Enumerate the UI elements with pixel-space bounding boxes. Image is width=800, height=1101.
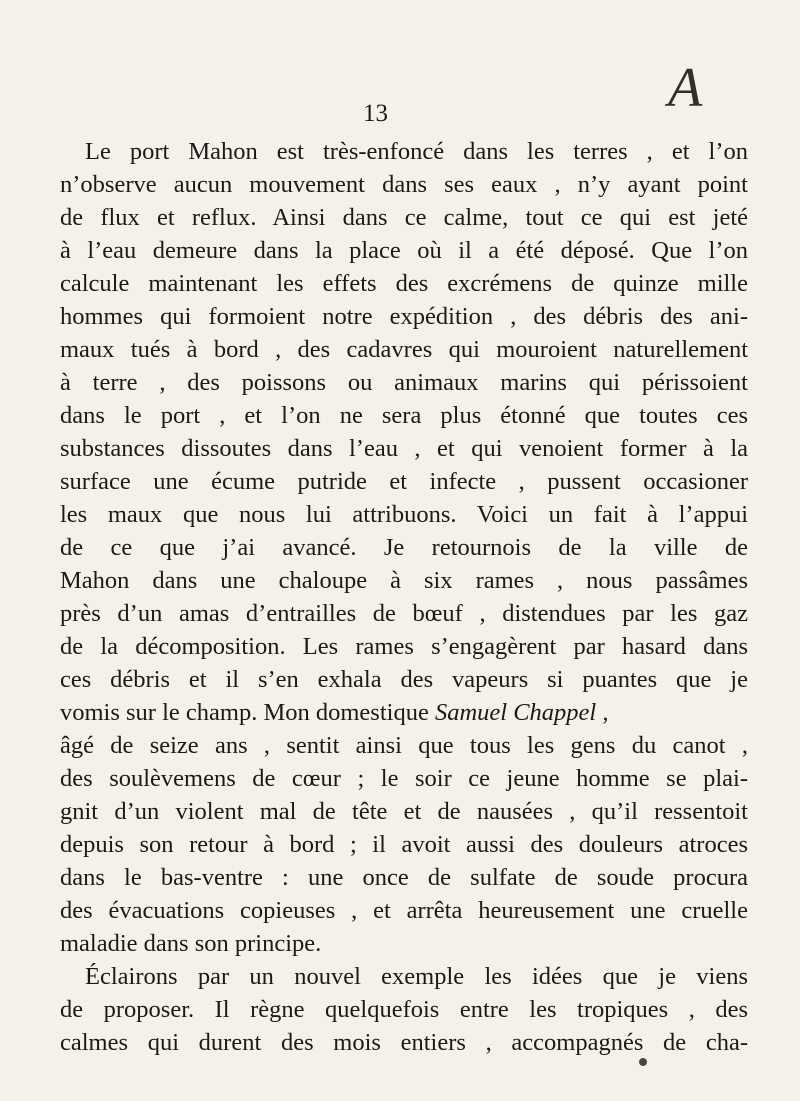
text-line: de flux et reflux. Ainsi dans ce calme, tout ce qui est jeté: [60, 204, 748, 231]
text-line: depuis son retour à bord ; il avoit aussi des douleurs atroces: [60, 831, 748, 858]
text-line: dans le port , et l’on ne sera plus étonné que toutes ces: [60, 402, 748, 429]
text-line: les maux que nous lui attribuons. Voici un fait à l’appui: [60, 501, 748, 528]
text-line: de proposer. Il règne quelquefois entre les tropiques , des: [60, 996, 748, 1023]
text-line: des soulèvemens de cœur ; le soir ce jeune homme se plai-: [60, 765, 748, 792]
text-line: à l’eau demeure dans la place où il a été déposé. Que l’on: [60, 237, 748, 264]
text-line: gnit d’un violent mal de tête et de nausées , qu’il ressentoit: [60, 798, 748, 825]
text-line: des évacuations copieuses , et arrêta heureusement une cruelle: [60, 897, 748, 924]
text-line: à terre , des poissons ou animaux marins qui périssoient: [60, 369, 748, 396]
italic-name: Samuel Chappel ,: [434, 699, 609, 726]
text-line: dans le bas-ventre : une once de sulfate de soude procura: [60, 864, 748, 891]
text-line: n’observe aucun mouvement dans ses eaux , n’y ayant point: [60, 171, 748, 198]
ink-spot: [639, 1058, 647, 1066]
text-line: maux tués à bord , des cadavres qui mouroient naturellement: [60, 336, 748, 363]
handwritten-corner-mark: A: [668, 57, 703, 119]
text-line: de ce que j’ai avancé. Je retournois de la ville de: [60, 534, 748, 561]
text-line: ces débris et il s’en exhala des vapeurs si puantes que je: [60, 666, 748, 693]
text-line: surface une écume putride et infecte , pussent occasioner: [60, 468, 748, 495]
text-line: [60, 701, 748, 726]
text-line: âgé de seize ans , sentit ainsi que tous les gens du canot ,: [60, 732, 748, 759]
text-line: Mahon dans une chaloupe à six rames , nous passâmes: [60, 567, 748, 594]
text-line: Éclairons par un nouvel exemple les idées que je viens: [85, 963, 748, 990]
text-line: calcule maintenant les effets des excrémens de quinze mille: [60, 270, 748, 297]
text-line-start: vomis sur le champ. Mon domestique: [60, 699, 429, 726]
text-line: Le port Mahon est très-enfoncé dans les terres , et l’on: [85, 138, 748, 165]
text-line: de la décomposition. Les rames s’engagèrent par hasard dans: [60, 633, 748, 660]
text-line: maladie dans son principe.: [60, 930, 322, 957]
text-line: substances dissoutes dans l’eau , et qui venoient former à la: [60, 435, 748, 462]
page-number: 13: [363, 100, 388, 127]
text-line: calmes qui durent des mois entiers , accompagnés de cha-: [60, 1029, 748, 1056]
text-line: près d’un amas d’entrailles de bœuf , distendues par les gaz: [60, 600, 748, 627]
text-line: hommes qui formoient notre expédition , des débris des ani-: [60, 303, 748, 330]
